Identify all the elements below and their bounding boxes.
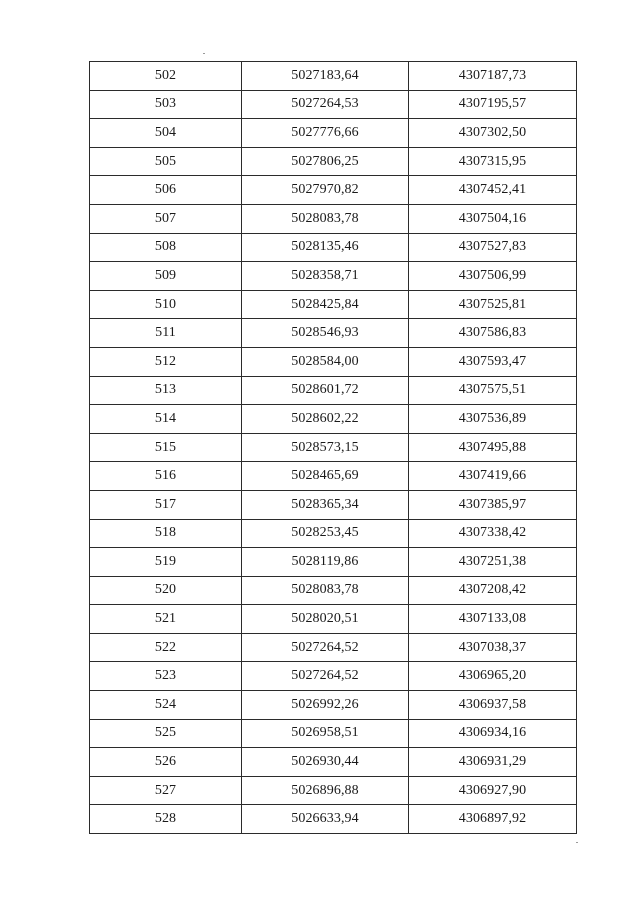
x-coordinate-cell: 5027806,25 — [242, 147, 409, 176]
x-coordinate-cell: 5028573,15 — [242, 433, 409, 462]
table-row — [90, 147, 577, 176]
x-coordinate-cell: 5027970,82 — [242, 176, 409, 205]
coordinates-table-body — [90, 62, 577, 834]
y-coordinate-cell: 4307506,99 — [409, 262, 577, 291]
x-coordinate-cell: 5028546,93 — [242, 319, 409, 348]
table-row — [90, 176, 577, 205]
x-coordinate-cell: 5028425,84 — [242, 290, 409, 319]
table-row — [90, 262, 577, 291]
point-number-cell: 525 — [90, 719, 242, 748]
table-row — [90, 605, 577, 634]
x-coordinate-cell: 5028465,69 — [242, 462, 409, 491]
y-coordinate-cell: 4307593,47 — [409, 347, 577, 376]
y-coordinate-cell: 4307419,66 — [409, 462, 577, 491]
y-coordinate-cell: 4307038,37 — [409, 633, 577, 662]
point-number-cell: 528 — [90, 805, 242, 834]
table-row — [90, 490, 577, 519]
x-coordinate-cell: 5026633,94 — [242, 805, 409, 834]
y-coordinate-cell: 4307536,89 — [409, 405, 577, 434]
point-number-cell: 506 — [90, 176, 242, 205]
table-row — [90, 62, 577, 91]
x-coordinate-cell: 5026958,51 — [242, 719, 409, 748]
table-row — [90, 662, 577, 691]
y-coordinate-cell: 4307575,51 — [409, 376, 577, 405]
point-number-cell: 512 — [90, 347, 242, 376]
x-coordinate-cell: 5027264,52 — [242, 662, 409, 691]
x-coordinate-cell: 5028253,45 — [242, 519, 409, 548]
y-coordinate-cell: 4306927,90 — [409, 776, 577, 805]
table-row — [90, 576, 577, 605]
point-number-cell: 502 — [90, 62, 242, 91]
table-row — [90, 719, 577, 748]
x-coordinate-cell: 5028083,78 — [242, 204, 409, 233]
y-coordinate-cell: 4307315,95 — [409, 147, 577, 176]
x-coordinate-cell: 5027264,53 — [242, 90, 409, 119]
point-number-cell: 504 — [90, 119, 242, 148]
y-coordinate-cell: 4307504,16 — [409, 204, 577, 233]
point-number-cell: 508 — [90, 233, 242, 262]
point-number-cell: 522 — [90, 633, 242, 662]
point-number-cell: 505 — [90, 147, 242, 176]
point-number-cell: 511 — [90, 319, 242, 348]
table-row — [90, 776, 577, 805]
x-coordinate-cell: 5026930,44 — [242, 748, 409, 777]
y-coordinate-cell: 4307338,42 — [409, 519, 577, 548]
y-coordinate-cell: 4307208,42 — [409, 576, 577, 605]
x-coordinate-cell: 5028135,46 — [242, 233, 409, 262]
y-coordinate-cell: 4307586,83 — [409, 319, 577, 348]
x-coordinate-cell: 5028020,51 — [242, 605, 409, 634]
table-row — [90, 319, 577, 348]
point-number-cell: 524 — [90, 691, 242, 720]
x-coordinate-cell: 5028083,78 — [242, 576, 409, 605]
x-coordinate-cell: 5028119,86 — [242, 548, 409, 577]
x-coordinate-cell: 5028584,00 — [242, 347, 409, 376]
point-number-cell: 513 — [90, 376, 242, 405]
y-coordinate-cell: 4307133,08 — [409, 605, 577, 634]
point-number-cell: 526 — [90, 748, 242, 777]
point-number-cell: 527 — [90, 776, 242, 805]
table-row — [90, 748, 577, 777]
point-number-cell: 519 — [90, 548, 242, 577]
y-coordinate-cell: 4306937,58 — [409, 691, 577, 720]
x-coordinate-cell: 5027183,64 — [242, 62, 409, 91]
y-coordinate-cell: 4307187,73 — [409, 62, 577, 91]
table-row — [90, 519, 577, 548]
x-coordinate-cell: 5028358,71 — [242, 262, 409, 291]
table-row — [90, 90, 577, 119]
y-coordinate-cell: 4306934,16 — [409, 719, 577, 748]
y-coordinate-cell: 4306965,20 — [409, 662, 577, 691]
table-row — [90, 119, 577, 148]
table-row — [90, 462, 577, 491]
y-coordinate-cell: 4307527,83 — [409, 233, 577, 262]
point-number-cell: 503 — [90, 90, 242, 119]
y-coordinate-cell: 4307385,97 — [409, 490, 577, 519]
point-number-cell: 521 — [90, 605, 242, 634]
y-coordinate-cell: 4307195,57 — [409, 90, 577, 119]
point-number-cell: 507 — [90, 204, 242, 233]
x-coordinate-cell: 5026896,88 — [242, 776, 409, 805]
y-coordinate-cell: 4307525,81 — [409, 290, 577, 319]
x-coordinate-cell: 5026992,26 — [242, 691, 409, 720]
table-row — [90, 805, 577, 834]
point-number-cell: 515 — [90, 433, 242, 462]
scan-speck — [203, 53, 205, 54]
table-row — [90, 376, 577, 405]
x-coordinate-cell: 5028601,72 — [242, 376, 409, 405]
y-coordinate-cell: 4307452,41 — [409, 176, 577, 205]
point-number-cell: 517 — [90, 490, 242, 519]
point-number-cell: 514 — [90, 405, 242, 434]
table-row — [90, 347, 577, 376]
y-coordinate-cell: 4306897,92 — [409, 805, 577, 834]
table-row — [90, 233, 577, 262]
y-coordinate-cell: 4307495,88 — [409, 433, 577, 462]
point-number-cell: 509 — [90, 262, 242, 291]
y-coordinate-cell: 4307251,38 — [409, 548, 577, 577]
point-number-cell: 518 — [90, 519, 242, 548]
point-number-cell: 516 — [90, 462, 242, 491]
table-row — [90, 633, 577, 662]
x-coordinate-cell: 5027776,66 — [242, 119, 409, 148]
y-coordinate-cell: 4306931,29 — [409, 748, 577, 777]
table-row — [90, 548, 577, 577]
table-row — [90, 204, 577, 233]
table-row — [90, 290, 577, 319]
table-row — [90, 433, 577, 462]
point-number-cell: 510 — [90, 290, 242, 319]
point-number-cell: 523 — [90, 662, 242, 691]
table-row — [90, 405, 577, 434]
x-coordinate-cell: 5028602,22 — [242, 405, 409, 434]
y-coordinate-cell: 4307302,50 — [409, 119, 577, 148]
x-coordinate-cell: 5028365,34 — [242, 490, 409, 519]
table-row — [90, 691, 577, 720]
point-number-cell: 520 — [90, 576, 242, 605]
scan-speck — [576, 842, 578, 843]
x-coordinate-cell: 5027264,52 — [242, 633, 409, 662]
coordinates-table — [89, 61, 577, 834]
